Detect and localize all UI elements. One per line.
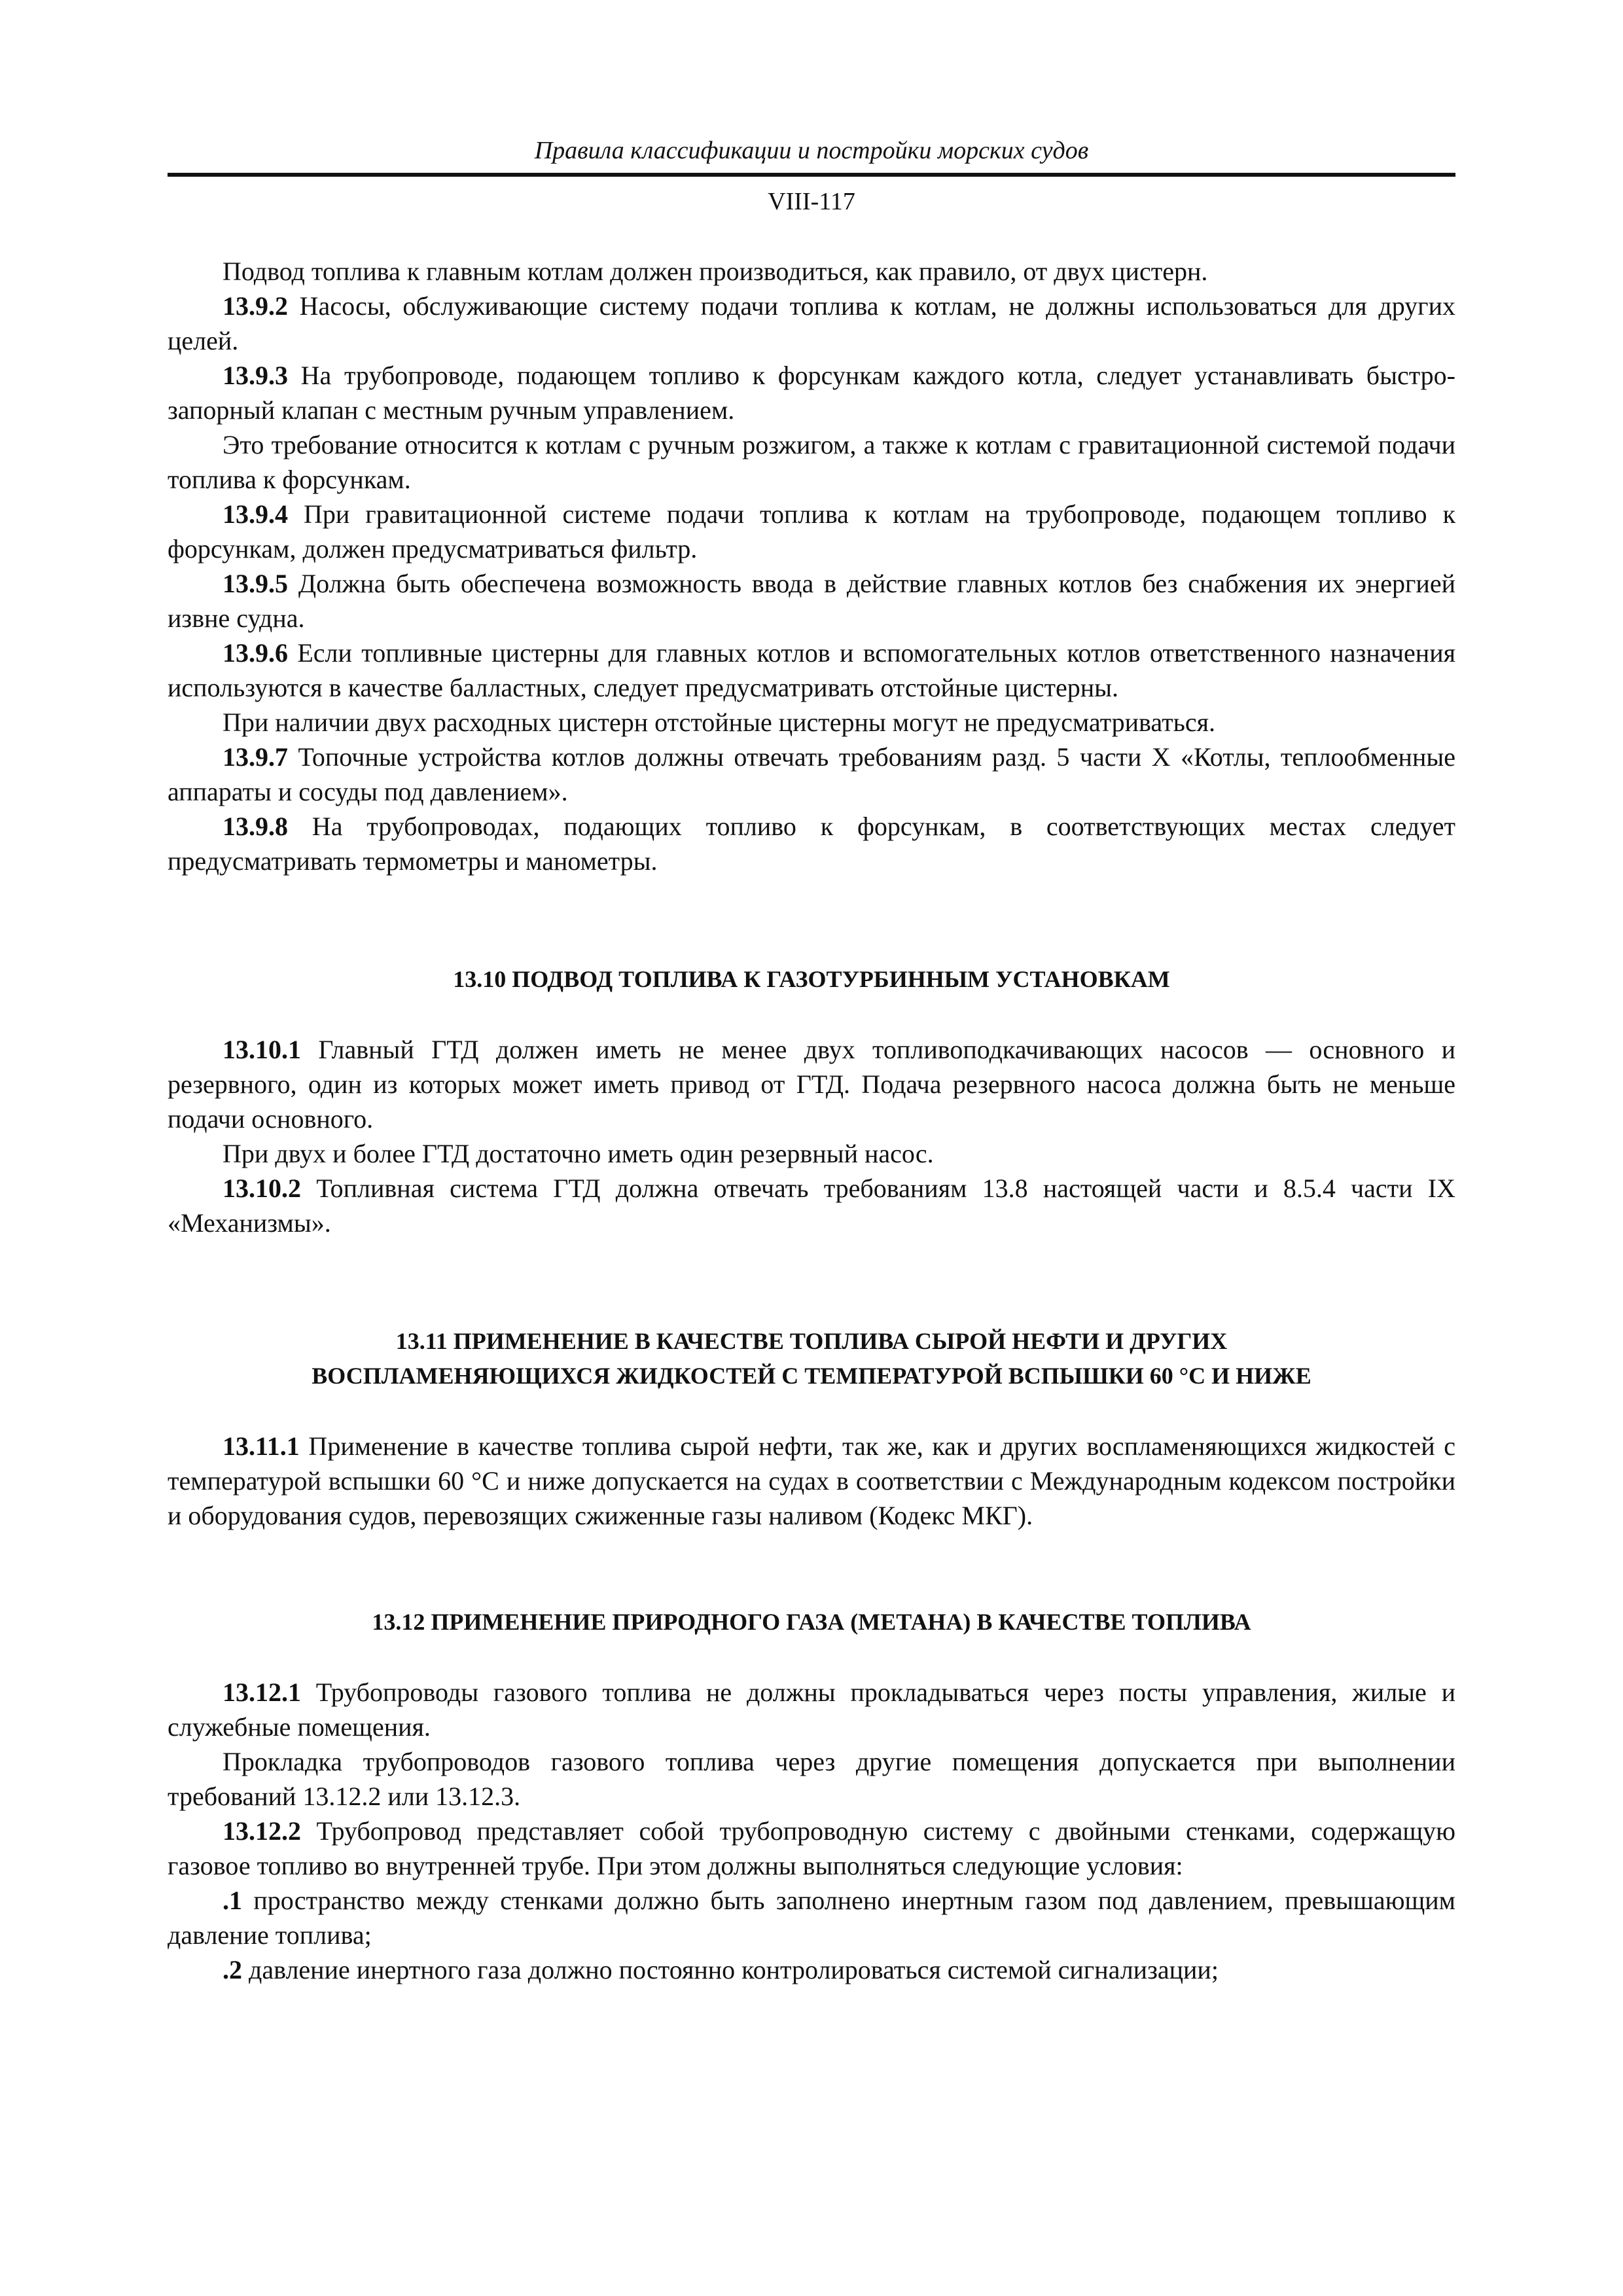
clause-text: На трубопроводах, подающих топливо к форсункам, в соответствующих местах следует предусматривать термометры и манометры. — [168, 812, 1455, 876]
clause-number: 13.9.8 — [223, 812, 288, 841]
clause-text: Насосы, обслуживающие систему подачи топлива к котлам, не должны использоваться для других целей. — [168, 291, 1455, 355]
clause-text: Трубопровод представляет собой трубопроводную систему с двойными стенками, содержащую газовое топливо во внутренней трубе. При этом должны выполняться следующие условия: — [168, 1816, 1455, 1880]
paragraph — [168, 427, 1455, 497]
clause-text: Это требование относится к котлам с ручным розжигом, а также к котлам с гравитационной системой подачи топлива к форсункам. — [168, 430, 1455, 494]
paragraph — [168, 705, 1455, 740]
clause-text: Главный ГТД должен иметь не менее двух топливоподкачивающих насосов — основного и резервного, один из которых может иметь привод от ГТД. Подача резервного насоса должна быть не меньше подачи основного. — [168, 1035, 1455, 1134]
running-title: Правила классификации и постройки морских судов — [534, 137, 1089, 164]
heading-line-1: 13.11 ПРИМЕНЕНИЕ В КАЧЕСТВЕ ТОПЛИВА СЫРОЙ НЕФТИ И ДРУГИХ — [395, 1328, 1228, 1354]
section-heading-13-11 — [168, 1324, 1455, 1393]
paragraph — [168, 1814, 1455, 1883]
section-heading-13-12: 13.12 ПРИМЕНЕНИЕ ПРИРОДНОГО ГАЗА (МЕТАНА) В КАЧЕСТВЕ ТОПЛИВА — [372, 1609, 1251, 1635]
clause-text: Топочные устройства котлов должны отвечать требованиям разд. 5 части X «Котлы, теплообменные аппараты и сосуды под давлением». — [168, 742, 1455, 806]
paragraph — [168, 1136, 1455, 1171]
clause-number: 13.9.5 — [223, 569, 288, 598]
paragraph — [168, 254, 1455, 289]
paragraph — [168, 1429, 1455, 1533]
section-heading-13-10: 13.10 ПОДВОД ТОПЛИВА К ГАЗОТУРБИННЫМ УСТАНОВКАМ — [453, 966, 1170, 992]
clause-text: Топливная система ГТД должна отвечать требованиям 13.8 настоящей части и 8.5.4 части IX «Механизмы». — [168, 1174, 1455, 1238]
list-item-text: пространство между стенками должно быть заполнено инертным газом под давлением, превышающим давление топлива; — [168, 1886, 1455, 1950]
spacer — [168, 1393, 1455, 1429]
clause-text: При наличии двух расходных цистерн отстойные цистерны могут не предусматриваться. — [223, 708, 1215, 737]
list-item — [168, 1883, 1455, 1952]
clause-number: 13.10.2 — [223, 1174, 301, 1203]
clause-number: 13.11.1 — [223, 1431, 300, 1461]
clause-text: При гравитационной системе подачи топлива к котлам на трубопроводе, подающем топливо к форсункам, должен предусматриваться фильтр. — [168, 499, 1455, 564]
list-item — [168, 1952, 1455, 1987]
paragraph — [168, 1171, 1455, 1240]
clause-number: 13.9.6 — [223, 638, 288, 668]
spacer — [168, 997, 1455, 1032]
paragraph — [168, 636, 1455, 705]
header-rule — [168, 173, 1455, 177]
clause-number: 13.12.2 — [223, 1816, 301, 1846]
clause-number: 13.9.7 — [223, 742, 288, 772]
clause-number: 13.9.4 — [223, 499, 288, 529]
paragraph — [168, 809, 1455, 878]
clause-number: 13.9.2 — [223, 291, 288, 321]
clause-text: Должна быть обеспечена возможность ввода в действие главных котлов без снабжения их энергией извне судна. — [168, 569, 1455, 633]
paragraph — [168, 1675, 1455, 1744]
clause-text: Прокладка трубопроводов газового топлива через другие помещения допускается при выполнении требований 13.12.2 или 13.12.3. — [168, 1747, 1455, 1811]
clause-text: Применение в качестве топлива сырой нефти, так же, как и других воспламеняющихся жидкостей с температурой вспышки 60 °С и ниже допускается на судах в соответствии с Международным кодексом постройки и оборудования судов, перевозящих сжиженные газы наливом (Кодекс МКГ). — [168, 1431, 1455, 1530]
clause-number: 13.12.1 — [223, 1677, 301, 1707]
paragraph — [168, 497, 1455, 566]
clause-text: Если топливные цистерны для главных котлов и вспомогательных котлов ответственного назначения используются в качестве балластных, следует предусматривать отстойные цистерны. — [168, 638, 1455, 702]
clause-text: Подвод топлива к главным котлам должен производиться, как правило, от двух цистерн. — [223, 257, 1208, 286]
paragraph — [168, 566, 1455, 636]
document-page — [168, 135, 1455, 1987]
paragraph — [168, 1744, 1455, 1814]
list-item-text: давление инертного газа должно постоянно контролироваться системой сигнализации; — [242, 1955, 1219, 1984]
spacer — [168, 878, 1455, 962]
paragraph — [168, 289, 1455, 358]
paragraph — [168, 358, 1455, 427]
paragraph — [168, 740, 1455, 809]
spacer — [168, 1533, 1455, 1605]
clause-number: 13.10.1 — [223, 1035, 301, 1064]
spacer — [168, 1240, 1455, 1324]
clause-text: При двух и более ГТД достаточно иметь один резервный насос. — [223, 1139, 934, 1168]
clause-number: 13.9.3 — [223, 361, 288, 390]
spacer — [168, 1640, 1455, 1675]
clause-text: На трубопроводе, подающем топливо к форсункам каждого котла, следует устанавливать быстро-запорный клапан с местным ручным управлением. — [168, 361, 1455, 425]
list-item-number: .1 — [223, 1886, 242, 1915]
paragraph — [168, 1032, 1455, 1136]
page-number: VIII-117 — [768, 188, 855, 215]
list-item-number: .2 — [223, 1955, 242, 1984]
clause-text: Трубопроводы газового топлива не должны прокладываться через посты управления, жилые и служебные помещения. — [168, 1677, 1455, 1742]
heading-line-2: ВОСПЛАМЕНЯЮЩИХСЯ ЖИДКОСТЕЙ С ТЕМПЕРАТУРОЙ ВСПЫШКИ 60 °С И НИЖЕ — [312, 1363, 1311, 1389]
